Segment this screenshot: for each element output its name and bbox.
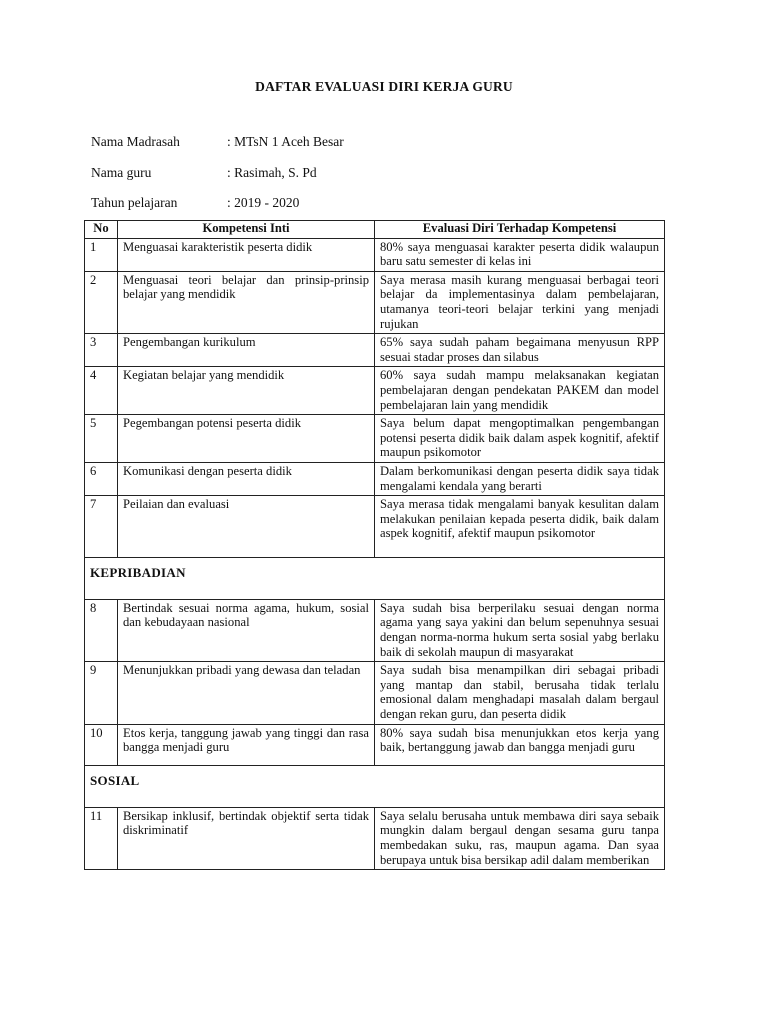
row-kompetensi: Pegembangan potensi peserta didik	[118, 415, 375, 463]
row-number: 9	[85, 662, 118, 724]
meta-row-guru	[91, 165, 344, 196]
table-row	[85, 462, 665, 495]
section-heading-kepribadian: KEPRIBADIAN	[85, 557, 665, 599]
row-evaluasi: 80% saya menguasai karakter peserta didik walaupun baru satu semester di kelas ini	[375, 238, 665, 271]
row-number: 2	[85, 271, 118, 333]
header-evaluasi: Evaluasi Diri Terhadap Kompetensi	[375, 221, 665, 239]
row-evaluasi: Saya sudah bisa menampilkan diri sebagai pribadi yang mantap dan stabil, berusaha tidak terlalu emosional dalam menghadapi masalah dalam bergaul dengan rekan guru, dan peserta didik	[375, 662, 665, 724]
row-kompetensi: Menunjukkan pribadi yang dewasa dan teladan	[118, 662, 375, 724]
table-row	[85, 334, 665, 367]
row-number: 6	[85, 462, 118, 495]
row-evaluasi: Dalam berkomunikasi dengan peserta didik saya tidak mengalami kendala yang berarti	[375, 462, 665, 495]
identity-block	[91, 134, 344, 226]
table-row	[85, 724, 665, 765]
meta-label: Tahun pelajaran	[91, 195, 178, 210]
table-row	[85, 662, 665, 724]
row-kompetensi: Menguasai karakteristik peserta didik	[118, 238, 375, 271]
row-kompetensi: Bersikap inklusif, bertindak objektif serta tidak diskriminatif	[118, 807, 375, 869]
row-number: 11	[85, 807, 118, 869]
row-evaluasi: Saya belum dapat mengoptimalkan pengembangan potensi peserta didik baik dalam aspek kognitif, afektif maupun psikomotor	[375, 415, 665, 463]
section-heading-sosial: SOSIAL	[85, 765, 665, 807]
table-row	[85, 496, 665, 558]
row-evaluasi: 60% saya sudah mampu melaksanakan kegiatan pembelajaran dengan pendekatan PAKEM dan model pembelajaran lain yang mendidik	[375, 367, 665, 415]
table-row	[85, 367, 665, 415]
table-row	[85, 271, 665, 333]
document-title: DAFTAR EVALUASI DIRI KERJA GURU	[255, 79, 513, 94]
row-evaluasi: Saya sudah bisa berperilaku sesuai dengan norma agama yang saya yakini dan belum sepenuhnya sesuai dengan norma-norma hukum serta sosial yabg berlaku baik di sekolah maupun di masyarakat	[375, 599, 665, 661]
table-row	[85, 415, 665, 463]
row-kompetensi: Kegiatan belajar yang mendidik	[118, 367, 375, 415]
table-row	[85, 238, 665, 271]
row-number: 1	[85, 238, 118, 271]
row-kompetensi: Komunikasi dengan peserta didik	[118, 462, 375, 495]
meta-label: Nama guru	[91, 164, 152, 180]
header-kompetensi: Kompetensi Inti	[118, 221, 375, 239]
row-kompetensi: Pengembangan kurikulum	[118, 334, 375, 367]
meta-value: : MTsN 1 Aceh Besar	[227, 134, 344, 149]
table-row	[85, 599, 665, 661]
row-kompetensi: Menguasai teori belajar dan prinsip-prinsip belajar yang mendidik	[118, 271, 375, 333]
row-number: 8	[85, 599, 118, 661]
row-number: 7	[85, 496, 118, 558]
table-header-row	[85, 221, 665, 239]
header-no: No	[85, 221, 118, 239]
meta-value: : 2019 - 2020	[227, 195, 300, 210]
section-row-sosial	[85, 765, 665, 807]
row-number: 4	[85, 367, 118, 415]
meta-value: : Rasimah, S. Pd	[227, 164, 317, 180]
table-row	[85, 807, 665, 869]
evaluation-table	[84, 220, 665, 870]
row-evaluasi: 65% saya sudah paham begaimana menyusun RPP sesuai stadar proses dan silabus	[375, 334, 665, 367]
meta-label: Nama Madrasah	[91, 134, 180, 149]
row-evaluasi: 80% saya sudah bisa menunjukkan etos kerja yang baik, bertanggung jawab dan bangga menjadi guru	[375, 724, 665, 765]
row-kompetensi: Etos kerja, tanggung jawab yang tinggi dan rasa bangga menjadi guru	[118, 724, 375, 765]
row-kompetensi: Bertindak sesuai norma agama, hukum, sosial dan kebudayaan nasional	[118, 599, 375, 661]
row-kompetensi: Peilaian dan evaluasi	[118, 496, 375, 558]
row-number: 3	[85, 334, 118, 367]
row-number: 10	[85, 724, 118, 765]
row-number: 5	[85, 415, 118, 463]
row-evaluasi: Saya merasa masih kurang menguasai berbagai teori belajar da implementasinya dalam pembelajaran, utamanya teori-teori belajar terkini yang menjadi rujukan	[375, 271, 665, 333]
section-row-kepribadian	[85, 557, 665, 599]
row-evaluasi: Saya merasa tidak mengalami banyak kesulitan dalam melakukan penilaian kepada peserta didik, baik dalam aspek kognitif, afektif maupun psikomotor	[375, 496, 665, 558]
row-evaluasi: Saya selalu berusaha untuk membawa diri saya sebaik mungkin dalam bergaul dengan sesama guru tanpa membedakan suku, ras, maupun agama. Dan syaa berupaya untuk bisa bersikap adil dalam memberikan	[375, 807, 665, 869]
meta-row-madrasah	[91, 134, 344, 165]
